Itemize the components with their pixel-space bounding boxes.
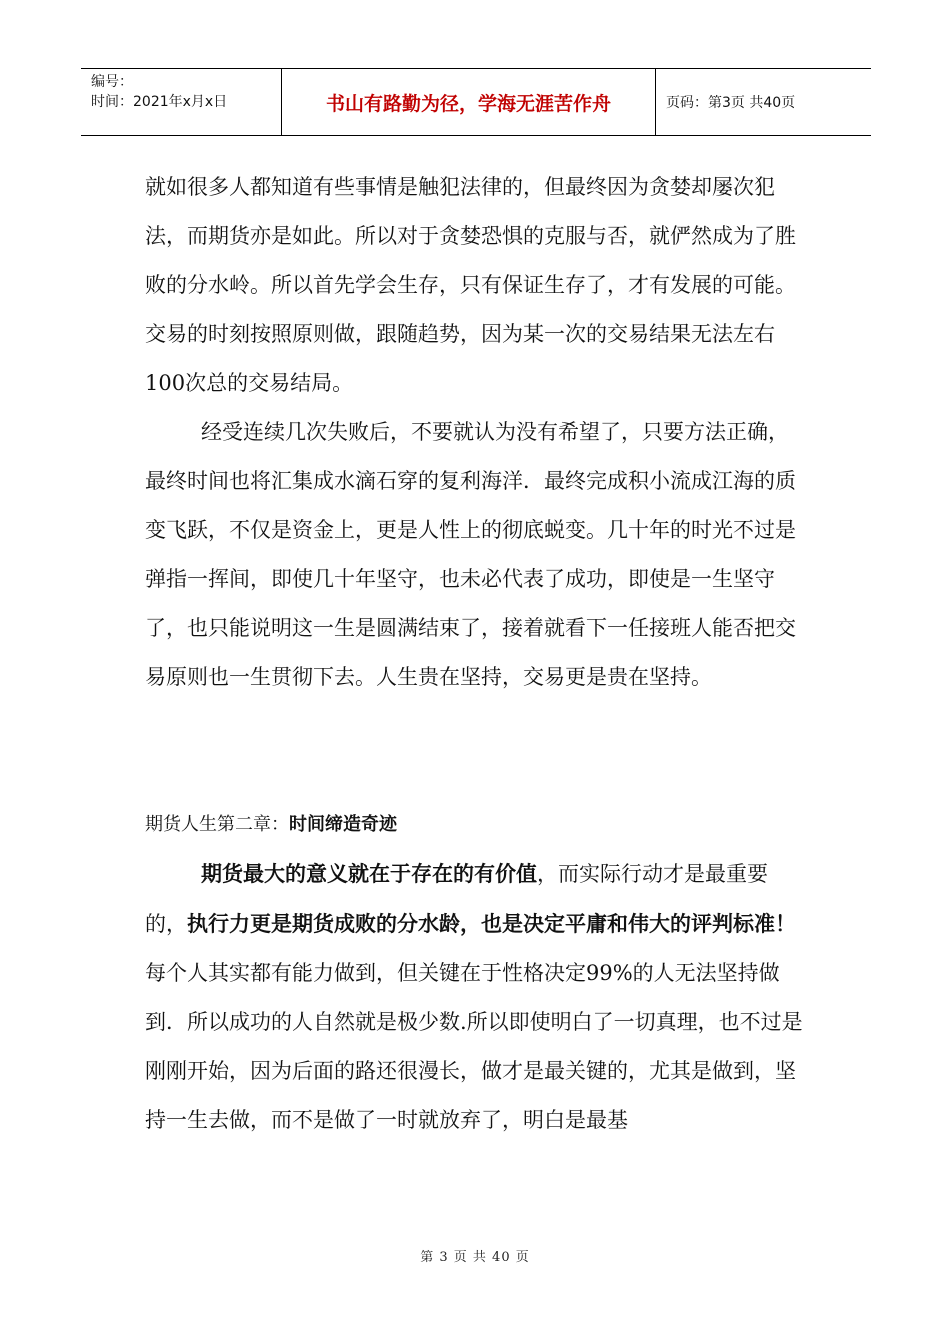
document-body [145,163,809,1145]
page-footer: 第 3 页 共 40 页 [420,1250,530,1265]
paragraph-3-bold-1: 期货最大的意义就在于存在的有价值 [201,861,537,886]
chapter-heading [145,800,809,849]
chapter-prefix: 期货人生第二章： [145,814,289,835]
document-number: 编号： [91,74,133,90]
document-date: 时间：2021年x月x日 [91,94,228,110]
paragraph-1: 就如很多人都知道有些事情是触犯法律的，但最终因为贪婪却屡次犯法，而期货亦是如此。所以对于贪婪恐惧的克服与否，就俨然成为了胜败的分水岭。所以首先学会生存，只有保证生存了，才有发展的可能。交易的时刻按照原则做，跟随趋势，因为某一次的交易结果无法左右100次总的交易结局。 [145,175,796,395]
chapter-title: 时间缔造奇迹 [289,814,397,835]
paragraph-2: 经受连续几次失败后，不要就认为没有希望了，只要方法正确，最终时间也将汇集成水滴石穿的复利海洋．最终完成积小流成江海的质变飞跃，不仅是资金上，更是人性上的彻底蜕变。几十年的时光不过是弹指一挥间，即使几十年坚守，也未必代表了成功，即使是一生坚守了，也只能说明这一生是圆满结束了，接着就看下一任接班人能否把交易原则也一生贯彻下去。人生贵在坚持，交易更是贵在坚持。 [145,420,796,689]
header-meta [81,69,282,135]
paragraph-3-text-2: 每个人其实都有能力做到，但关键在于性格决定99%的人无法坚持做到．所以成功的人自然就是极少数.所以即使明白了一切真理，也不过是刚刚开始，因为后面的路还很漫长，做才是最关键的，尤其是做到，坚持一生去做，而不是做了一时就放弃了，明白是最基 [145,961,803,1132]
paragraph-3-bold-2: 执行力更是期货成败的分水龄，也是决定平庸和伟大的评判标准！ [187,911,796,936]
paragraph-3-text-1: ，而实际行动才是最重要的， [145,862,768,936]
header-page-info: 页码：第3页 共40页 [666,95,796,111]
page-header [81,68,871,136]
section-spacer [145,702,809,800]
paragraph-3 [145,849,809,1145]
header-motto: 书山有路勤为径，学海无涯苦作舟 [282,69,656,135]
